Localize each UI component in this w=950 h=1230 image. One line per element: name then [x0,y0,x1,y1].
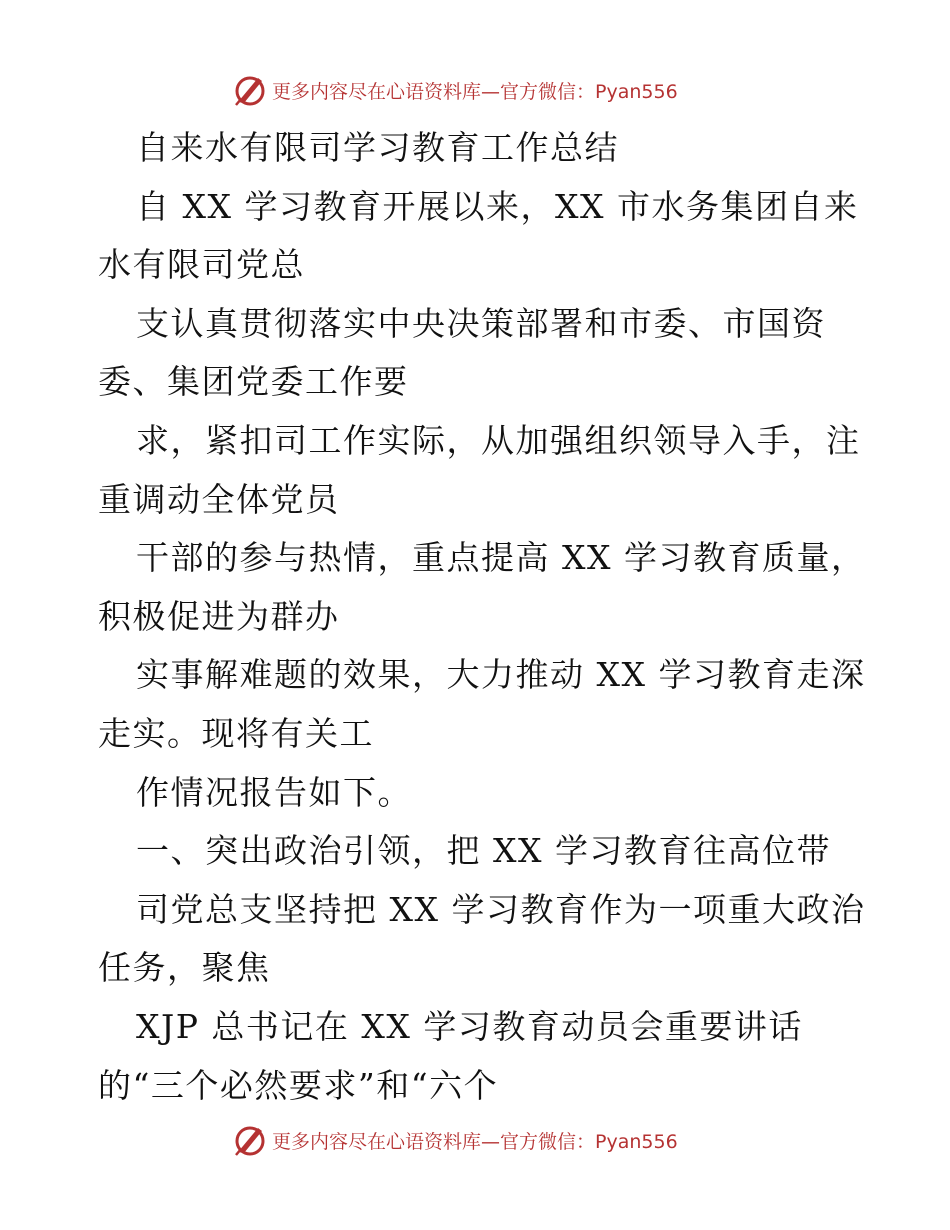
document-body [98,119,866,1115]
paragraph-line: 水有限司党总 [98,245,305,285]
paragraph-line: 走实。现将有关工 [98,713,374,753]
paragraph-line: 积极促进为群办 [98,596,340,636]
paragraph-line: 实事解难题的效果，大力推动 XX 学习教育走深 [136,655,866,695]
paragraph-line: 自 XX 学习教育开展以来，XX 市水务集团自来 [136,186,859,226]
footer-watermark-banner [232,1120,678,1160]
paragraph-line: 的“三个必然要求”和“六个 [98,1065,499,1105]
paragraph-line: 干部的参与热情，重点提高 XX 学习教育质量， [136,538,866,578]
paragraph-line: 求，紧扣司工作实际，从加强组织领导入手，注 [136,420,861,460]
paragraph-line: 支认真贯彻落实中央决策部署和市委、市国资 [136,303,826,343]
footer-banner-text: 更多内容尽在心语资料库—官方微信：Pyan556 [272,1130,678,1153]
paragraph-line: XJP 总书记在 XX 学习教育动员会重要讲话 [136,1006,803,1046]
paragraph-line: 任务，聚焦 [98,948,271,988]
quill-pen-logo-icon [232,72,268,108]
paragraph-line: 司党总支坚持把 XX 学习教育作为一项重大政治 [136,889,866,929]
header-watermark-banner [232,70,678,110]
quill-pen-logo-icon [232,1122,268,1158]
paragraph-line: 作情况报告如下。 [136,772,412,812]
document-title: 自来水有限司学习教育工作总结 [136,128,619,167]
header-banner-text: 更多内容尽在心语资料库—官方微信：Pyan556 [272,80,678,103]
paragraph-line: 重调动全体党员 [98,479,340,519]
section-heading: 一、突出政治引领，把 XX 学习教育往高位带 [136,831,831,871]
paragraph-line: 委、集团党委工作要 [98,362,409,402]
